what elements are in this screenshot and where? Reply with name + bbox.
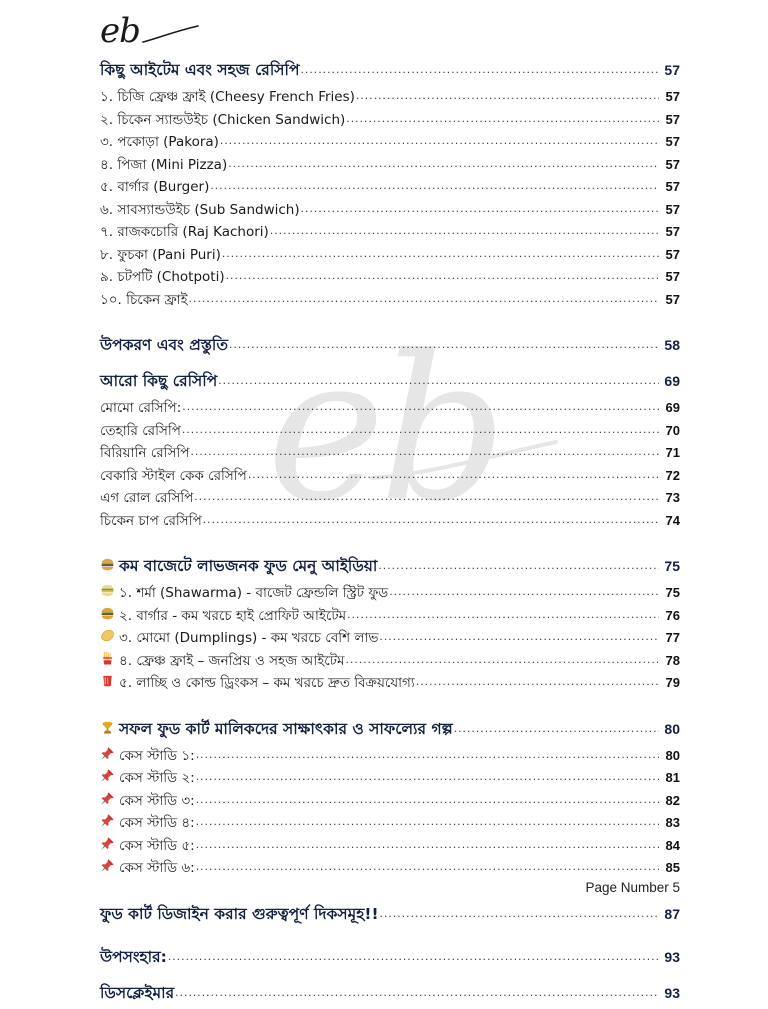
toc-page-number: 74	[665, 512, 680, 528]
toc-item-row[interactable]	[100, 109, 680, 132]
toc-item-row[interactable]	[100, 442, 680, 465]
toc-heading-label: ফুড কার্ট ডিজাইন করার গুরুত্বপূর্ণ দিকসমূহ!!	[100, 904, 379, 923]
dot-leader	[182, 422, 659, 436]
toc-page-number: 72	[665, 467, 680, 483]
section-case-studies	[100, 717, 680, 880]
pushpin-icon	[100, 768, 119, 783]
dot-leader	[168, 949, 659, 963]
toc-page-number: 75	[664, 558, 680, 574]
toc-item-row[interactable]	[100, 131, 680, 154]
dot-leader	[389, 584, 659, 598]
footer-page-number: Page Number 5	[585, 880, 680, 895]
toc-page-number: 82	[665, 792, 680, 808]
dot-leader	[380, 906, 659, 920]
toc-page-number: 57	[665, 269, 680, 284]
toc-item-label: ৪. ফ্রেঞ্চ ফ্রাই – জনপ্রিয় ও সহজ আইটেম	[119, 652, 345, 669]
toc-heading-label: আরো কিছু রেসিপি	[100, 372, 218, 390]
toc-item-row[interactable]	[100, 672, 680, 695]
section-ingredients	[100, 333, 680, 358]
toc-page-number: 57	[665, 111, 680, 127]
toc-item-label: ৯. চটপটি (Chotpoti)	[100, 269, 225, 285]
toc-item-row[interactable]	[100, 199, 680, 222]
dot-leader	[346, 111, 659, 125]
toc-page-number: 71	[665, 445, 680, 460]
toc-item-label: কেস স্টাডি ৬:	[119, 860, 195, 876]
dot-leader	[347, 607, 659, 621]
toc-item-row[interactable]	[100, 420, 680, 443]
toc-heading-label: ডিসক্লেইমার	[100, 983, 175, 1002]
pushpin-icon	[100, 791, 119, 806]
section-disclaimer	[100, 981, 680, 1006]
dot-leader	[175, 985, 659, 999]
toc-page-number: 84	[665, 837, 680, 853]
section-spacer	[100, 532, 680, 554]
toc-heading-row[interactable]	[100, 333, 680, 358]
dot-leader	[196, 769, 659, 783]
section-easy-recipes	[100, 58, 680, 311]
toc-page-number: 57	[665, 201, 680, 217]
toc-heading-row[interactable]	[100, 554, 680, 579]
toc-item-row[interactable]	[100, 510, 680, 533]
toc-heading-label: সফল ফুড কার্ট মালিকদের সাক্ষাৎকার ও সাফল্যের গল্প	[119, 719, 453, 738]
toc-page-number: 75	[665, 585, 680, 600]
section-spacer	[100, 311, 680, 333]
toc-item-row[interactable]	[100, 487, 680, 510]
toc-item-label: ৫. বার্গার (Burger)	[100, 179, 210, 195]
toc-item-label: ৩. পকোড়া (Pakora)	[100, 134, 219, 150]
toc-item-label: ১০. চিকেন ফ্রাই	[100, 291, 188, 308]
toc-item-row[interactable]	[100, 176, 680, 199]
dot-leader	[210, 178, 659, 192]
dot-leader	[229, 337, 659, 351]
dot-leader	[196, 792, 659, 806]
brand-logo-swoosh-icon	[142, 24, 200, 46]
dot-leader	[248, 467, 659, 481]
dot-leader	[190, 444, 659, 458]
toc-page-number: 81	[665, 770, 680, 785]
dot-leader	[356, 88, 659, 102]
toc-item-label: কেস স্টাডি ৫:	[119, 837, 195, 854]
toc-heading-label: কম বাজেটে লাভজনক ফুড মেনু আইডিয়া	[119, 557, 378, 575]
toc-item-row[interactable]	[100, 835, 680, 858]
toc-heading-label: কিছু আইটেম এবং সহজ রেসিপি	[100, 61, 300, 79]
toc-page-number: 73	[665, 490, 680, 505]
toc-page-number: 80	[665, 747, 680, 763]
toc-item-row[interactable]	[100, 289, 680, 312]
toc-item-label: বিরিয়ানি রেসিপি	[100, 445, 190, 461]
dot-leader	[379, 629, 659, 643]
toc-heading-row[interactable]	[100, 945, 680, 970]
toc-page-number: 57	[665, 156, 680, 172]
dot-leader	[228, 156, 659, 170]
toc-page-number: 69	[665, 400, 680, 415]
toc-heading-row[interactable]	[100, 902, 680, 927]
toc-item-label: ১. শর্মা (Shawarma) - বাজেট ফ্রেন্ডলি স্ট্রিট ফুড	[119, 585, 389, 601]
section-budget-menu	[100, 554, 680, 695]
toc-heading-row[interactable]	[100, 981, 680, 1006]
section-spacer	[100, 973, 680, 981]
hamburger-icon	[100, 606, 119, 621]
toc-page-number: 70	[665, 422, 680, 438]
toc-page-number: 57	[664, 62, 680, 78]
toc-page-number: 93	[664, 948, 680, 965]
toc-item-row[interactable]	[100, 812, 680, 835]
section-spacer	[100, 361, 680, 369]
dot-leader	[226, 268, 659, 282]
brand-logo	[100, 11, 190, 56]
brand-logo-text: eb	[100, 11, 140, 51]
toc-item-row[interactable]	[100, 627, 680, 650]
dot-leader	[182, 399, 659, 413]
dot-leader	[220, 133, 659, 147]
toc-item-row[interactable]	[100, 650, 680, 673]
toc-item-row[interactable]	[100, 266, 680, 289]
dot-leader	[196, 747, 659, 761]
toc-item-label: ৮. ফুচকা (Pani Puri)	[100, 246, 221, 263]
section-conclusion	[100, 945, 680, 970]
toc-item-label: ৫. লাচ্ছি ও কোল্ড ড্রিংকস – কম খরচে দ্রুত বিক্রয়যোগ্য	[119, 675, 415, 691]
toc-heading-row[interactable]	[100, 58, 680, 83]
toc-item-row[interactable]	[100, 244, 680, 267]
toc-item-row[interactable]	[100, 745, 680, 768]
toc-page-number: 80	[664, 720, 680, 737]
pushpin-icon	[100, 746, 119, 761]
toc-item-row[interactable]	[100, 582, 680, 605]
toc-item-label: কেস স্টাডি ৩:	[119, 792, 195, 809]
dot-leader	[194, 489, 659, 503]
dumpling-icon	[100, 628, 119, 643]
toc-item-label: মোমো রেসিপি:	[100, 400, 182, 416]
dot-leader	[378, 558, 659, 572]
toc-item-label: ৪. পিজা (Mini Pizza)	[100, 156, 228, 173]
dot-leader	[270, 223, 659, 237]
dot-leader	[203, 512, 659, 526]
toc-page-number: 85	[665, 860, 680, 875]
toc-item-row[interactable]	[100, 767, 680, 790]
toc-page-number: 83	[665, 815, 680, 830]
fries-icon	[100, 651, 119, 666]
toc-item-label: ২. বার্গার - কম খরচে হাই প্রোফিট আইটেম	[119, 607, 347, 624]
toc-item-label: ২. চিকেন স্যান্ডউইচ (Chicken Sandwich)	[100, 111, 346, 128]
hamburger-icon	[100, 557, 119, 572]
pushpin-icon	[100, 836, 119, 851]
section-spacer	[100, 930, 680, 945]
toc-heading-row[interactable]	[100, 717, 680, 742]
toc-item-row[interactable]	[100, 397, 680, 420]
toc-item-row[interactable]	[100, 857, 680, 880]
toc-page-number: 57	[665, 89, 680, 104]
dot-leader	[346, 652, 659, 666]
dot-leader	[222, 246, 659, 260]
toc-page-number: 69	[664, 373, 680, 389]
toc-heading-label: উপসংহার:	[100, 947, 167, 966]
toc-item-row[interactable]	[100, 154, 680, 177]
toc-item-label: ৭. রাজকচোরি (Raj Kachori)	[100, 224, 269, 240]
toc-page-number: 93	[664, 984, 680, 1001]
dot-leader	[301, 201, 659, 215]
dot-leader	[196, 859, 659, 873]
toc-item-label: বেকারি স্টাইল কেক রেসিপি	[100, 467, 247, 484]
trophy-icon	[100, 720, 119, 735]
toc-item-label: কেস স্টাডি ৪:	[119, 815, 195, 831]
toc-item-label: এগ রোল রেসিপি	[100, 490, 194, 506]
section-cart-design	[100, 902, 680, 927]
toc-item-label: তেহারি রেসিপি	[100, 422, 181, 439]
toc-page-number: 76	[665, 607, 680, 623]
toc-item-label: চিকেন চাপ রেসিপি	[100, 512, 202, 529]
dot-leader	[196, 814, 659, 828]
toc-page-number: 57	[665, 246, 680, 262]
toc-heading-label: উপকরণ এবং প্রস্তুতি	[100, 336, 229, 354]
toc-page-number: 77	[665, 630, 680, 645]
toc-item-label: কেস স্টাডি ১:	[119, 747, 195, 764]
section-spacer	[100, 695, 680, 717]
toc-item-row[interactable]	[100, 86, 680, 109]
toc-page-number: 78	[665, 652, 680, 668]
dot-leader	[416, 674, 659, 688]
toc-heading-row[interactable]	[100, 369, 680, 394]
toc-item-row[interactable]	[100, 790, 680, 813]
dot-leader	[454, 721, 659, 735]
toc-item-row[interactable]	[100, 605, 680, 628]
toc-item-label: ৩. মোমো (Dumplings) - কম খরচে বেশি লাভ	[119, 630, 379, 646]
toc-page-number: 58	[664, 337, 680, 353]
toc-item-label: ১. চিজি ফ্রেঞ্চ ফ্রাই (Cheesy French Fries)	[100, 89, 355, 105]
toc-page-number: 57	[665, 134, 680, 149]
dot-leader	[300, 62, 659, 76]
toc-page-number: 57	[665, 179, 680, 194]
dot-leader	[218, 373, 659, 387]
sandwich-icon	[100, 583, 119, 598]
pushpin-icon	[100, 813, 119, 828]
toc-page-number: 57	[665, 224, 680, 239]
dot-leader	[189, 291, 659, 305]
dot-leader	[196, 837, 659, 851]
page-watermark: eb	[266, 313, 502, 546]
pushpin-icon	[100, 858, 119, 873]
toc-page-number: 57	[665, 291, 680, 307]
toc-item-row[interactable]	[100, 465, 680, 488]
table-of-contents	[0, 58, 768, 1009]
cup-icon	[100, 673, 119, 688]
toc-item-label: কেস স্টাডি ২:	[119, 770, 195, 786]
section-more-recipes	[100, 369, 680, 532]
toc-page-number: 87	[664, 905, 680, 922]
toc-page-number: 79	[665, 675, 680, 690]
toc-item-label: ৬. সাবস্যান্ডউইচ (Sub Sandwich)	[100, 201, 300, 218]
toc-item-row[interactable]	[100, 221, 680, 244]
